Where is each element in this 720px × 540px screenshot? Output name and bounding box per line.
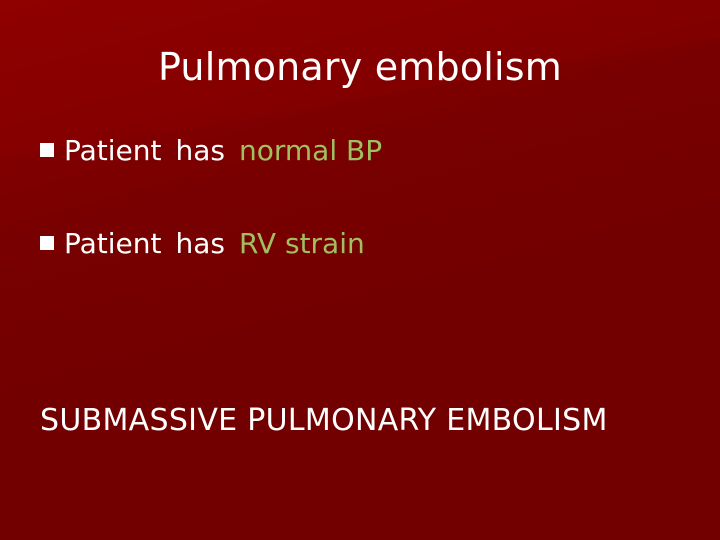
bullet-verb: has [175,226,225,260]
square-bullet-icon [40,236,54,250]
square-bullet-icon [40,143,54,157]
bullet-item [40,132,382,168]
bullet-finding: RV strain [239,226,365,260]
slide-title: Pulmonary embolism [157,45,562,89]
bullet-item [40,225,365,261]
bullet-finding: normal BP [239,133,383,167]
bullet-subject: Patient [64,226,162,260]
conclusion-text: SUBMASSIVE PULMONARY EMBOLISM [40,403,608,438]
bullet-verb: has [175,133,225,167]
bullet-subject: Patient [64,133,162,167]
